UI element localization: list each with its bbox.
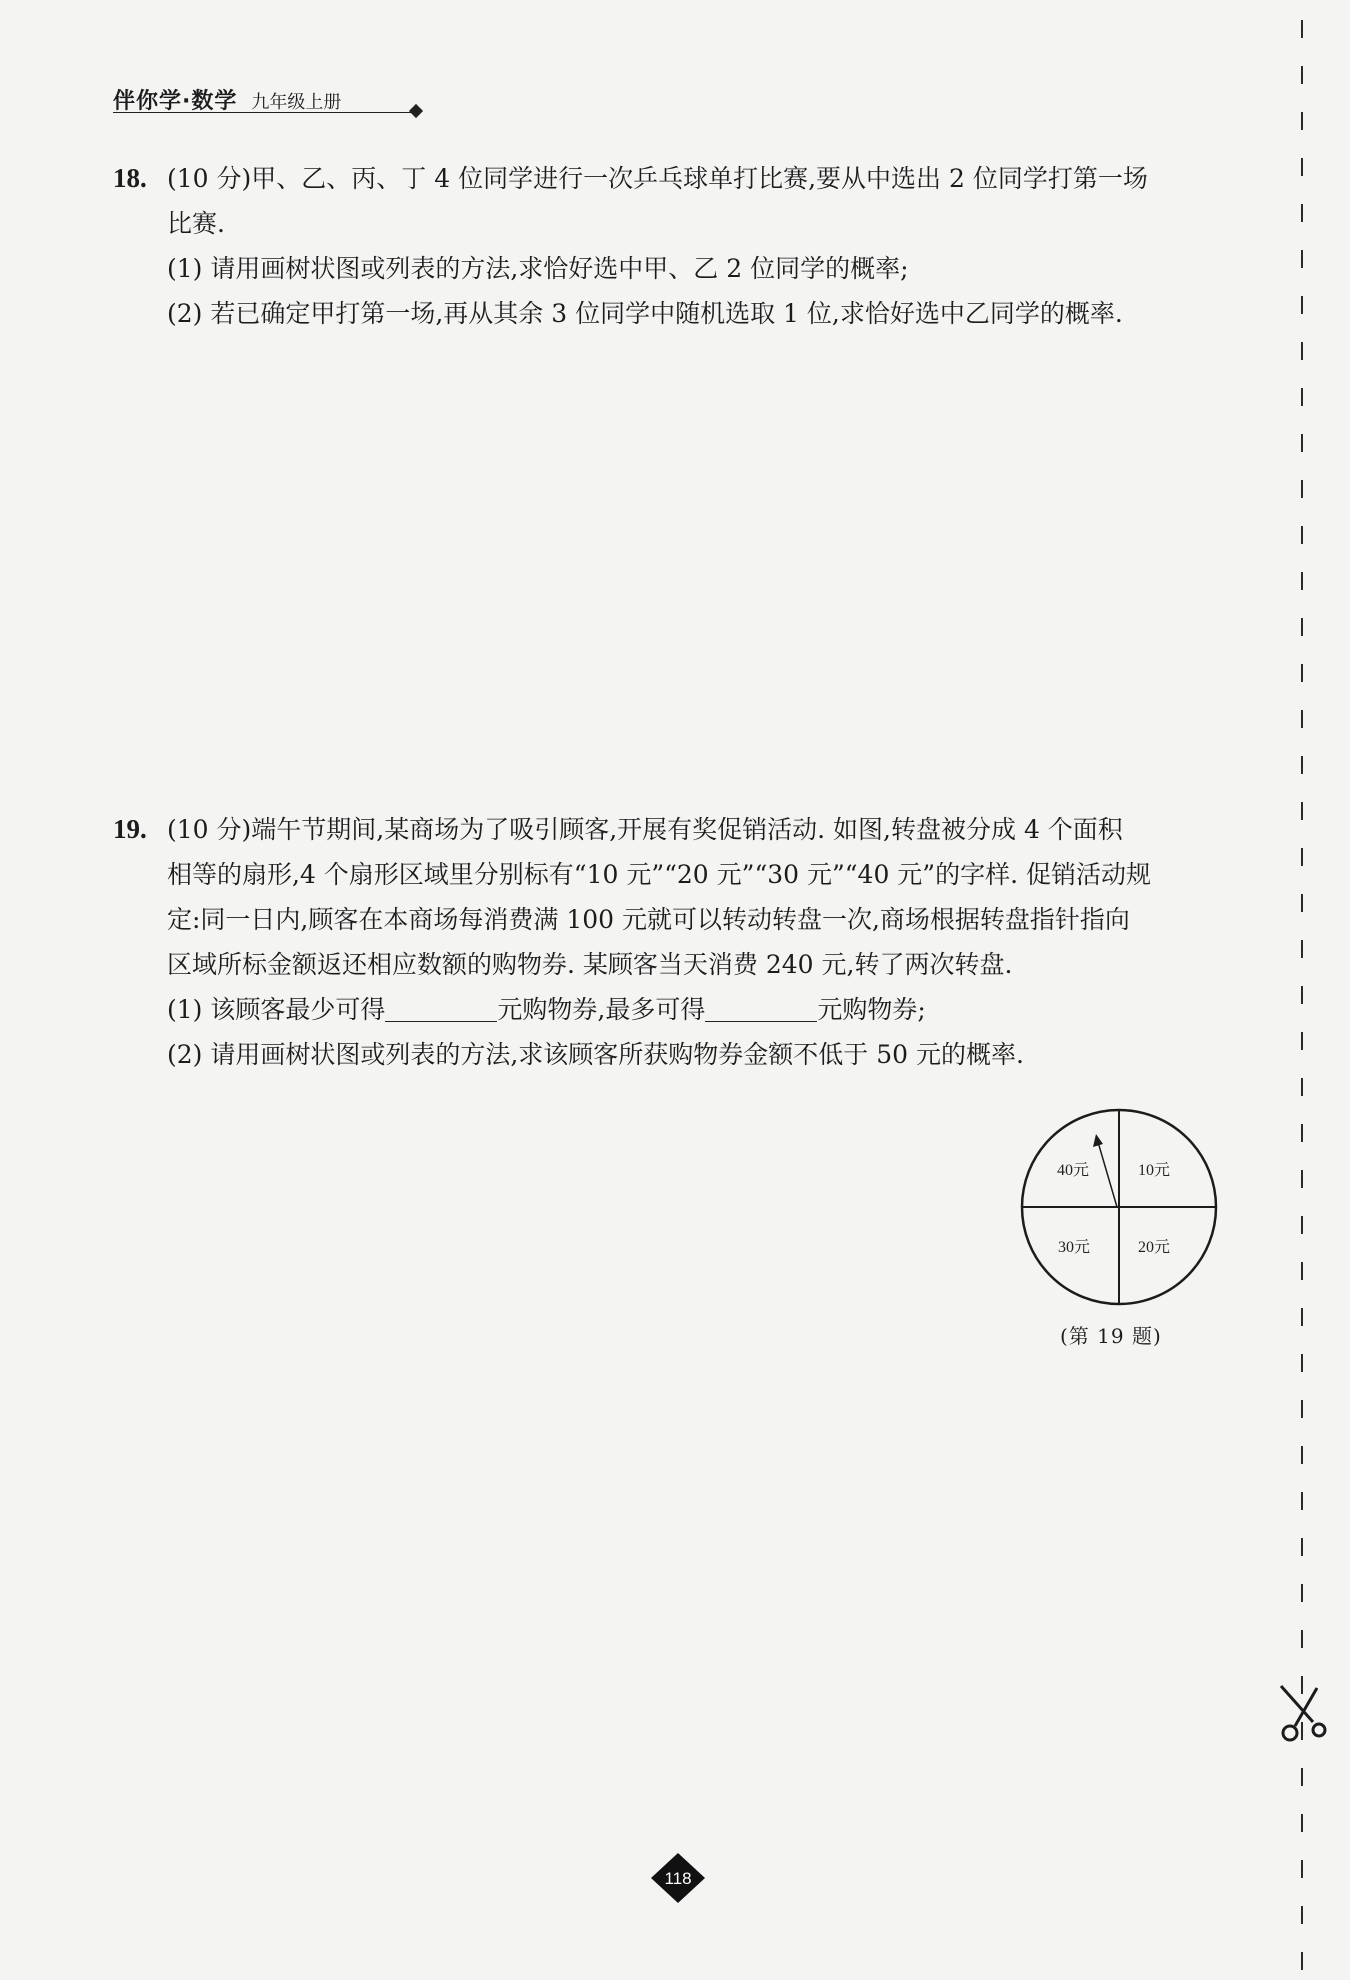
header-rule bbox=[113, 112, 411, 113]
q19-text: (10 分)端午节期间,某商场为了吸引顾客,开展有奖促销活动. 如图,转盘被分成 4 个面积 bbox=[167, 815, 1123, 844]
question-18 bbox=[113, 156, 1248, 336]
answer-blank-min[interactable] bbox=[385, 993, 497, 1022]
sector-label-30: 30元 bbox=[1057, 1239, 1091, 1256]
q18-part-2 bbox=[113, 291, 1248, 336]
q19-line-4 bbox=[113, 942, 1248, 987]
q19-text: 相等的扇形,4 个扇形区域里分别标有“10 元”“20 元”“30 元”“40 元”的字样. 促销活动规 bbox=[167, 860, 1151, 889]
q18-text: 比赛. bbox=[167, 209, 225, 238]
figure-caption: (第 19 题) bbox=[1060, 1324, 1162, 1348]
q19-part-2-text: (2) 请用画树状图或列表的方法,求该顾客所获购物券金额不低于 50 元的概率. bbox=[167, 1040, 1024, 1069]
pointer-arrowhead-icon bbox=[1093, 1134, 1103, 1147]
q18-text: (1) 请用画树状图或列表的方法,求恰好选中甲、乙 2 位同学的概率; bbox=[167, 254, 909, 283]
q19-part-1 bbox=[113, 987, 1248, 1032]
q19-line-3 bbox=[113, 897, 1248, 942]
page-header bbox=[113, 84, 423, 115]
sector-label-10: 10元 bbox=[1137, 1162, 1171, 1179]
q18-line-1 bbox=[113, 156, 1248, 201]
cut-line bbox=[1301, 20, 1303, 1970]
q19-text: 区域所标金额返还相应数额的购物券. 某顾客当天消费 240 元,转了两次转盘. bbox=[167, 950, 1013, 979]
q19-part-2 bbox=[113, 1032, 1248, 1077]
scissors-icon bbox=[1275, 1682, 1327, 1744]
question-number: 18. bbox=[113, 163, 147, 193]
sector-label-20: 20元 bbox=[1137, 1239, 1171, 1256]
question-number: 19. bbox=[113, 814, 147, 844]
q19-line-2 bbox=[113, 852, 1248, 897]
q19-text: 定:同一日内,顾客在本商场每消费满 100 元就可以转动转盘一次,商场根据转盘指针指向 bbox=[167, 905, 1130, 934]
q18-part-1 bbox=[113, 246, 1248, 291]
q19-line-1 bbox=[113, 807, 1248, 852]
answer-blank-max[interactable] bbox=[705, 993, 817, 1022]
book-title: 伴你学·数学 bbox=[113, 89, 238, 114]
sector-label-40: 40元 bbox=[1056, 1162, 1090, 1179]
q19-part-1-a: (1) 该顾客最少可得 bbox=[167, 995, 386, 1024]
spinner-pointer bbox=[1098, 1142, 1117, 1207]
q18-line-2 bbox=[113, 201, 1248, 246]
page-number-badge bbox=[650, 1852, 706, 1904]
spinner-figure bbox=[1019, 1107, 1219, 1307]
q19-part-1-c: 元购物券; bbox=[817, 995, 926, 1024]
q18-text: (2) 若已确定甲打第一场,再从其余 3 位同学中随机选取 1 位,求恰好选中乙同学的概率. bbox=[167, 299, 1123, 328]
q18-text: (10 分)甲、乙、丙、丁 4 位同学进行一次乒乓球单打比赛,要从中选出 2 位同学打第一场 bbox=[167, 164, 1148, 193]
question-19 bbox=[113, 807, 1248, 1077]
page-number: 118 bbox=[664, 1869, 692, 1888]
grade-label: 九年级上册 bbox=[251, 92, 342, 113]
q19-part-1-b: 元购物券,最多可得 bbox=[497, 995, 706, 1024]
